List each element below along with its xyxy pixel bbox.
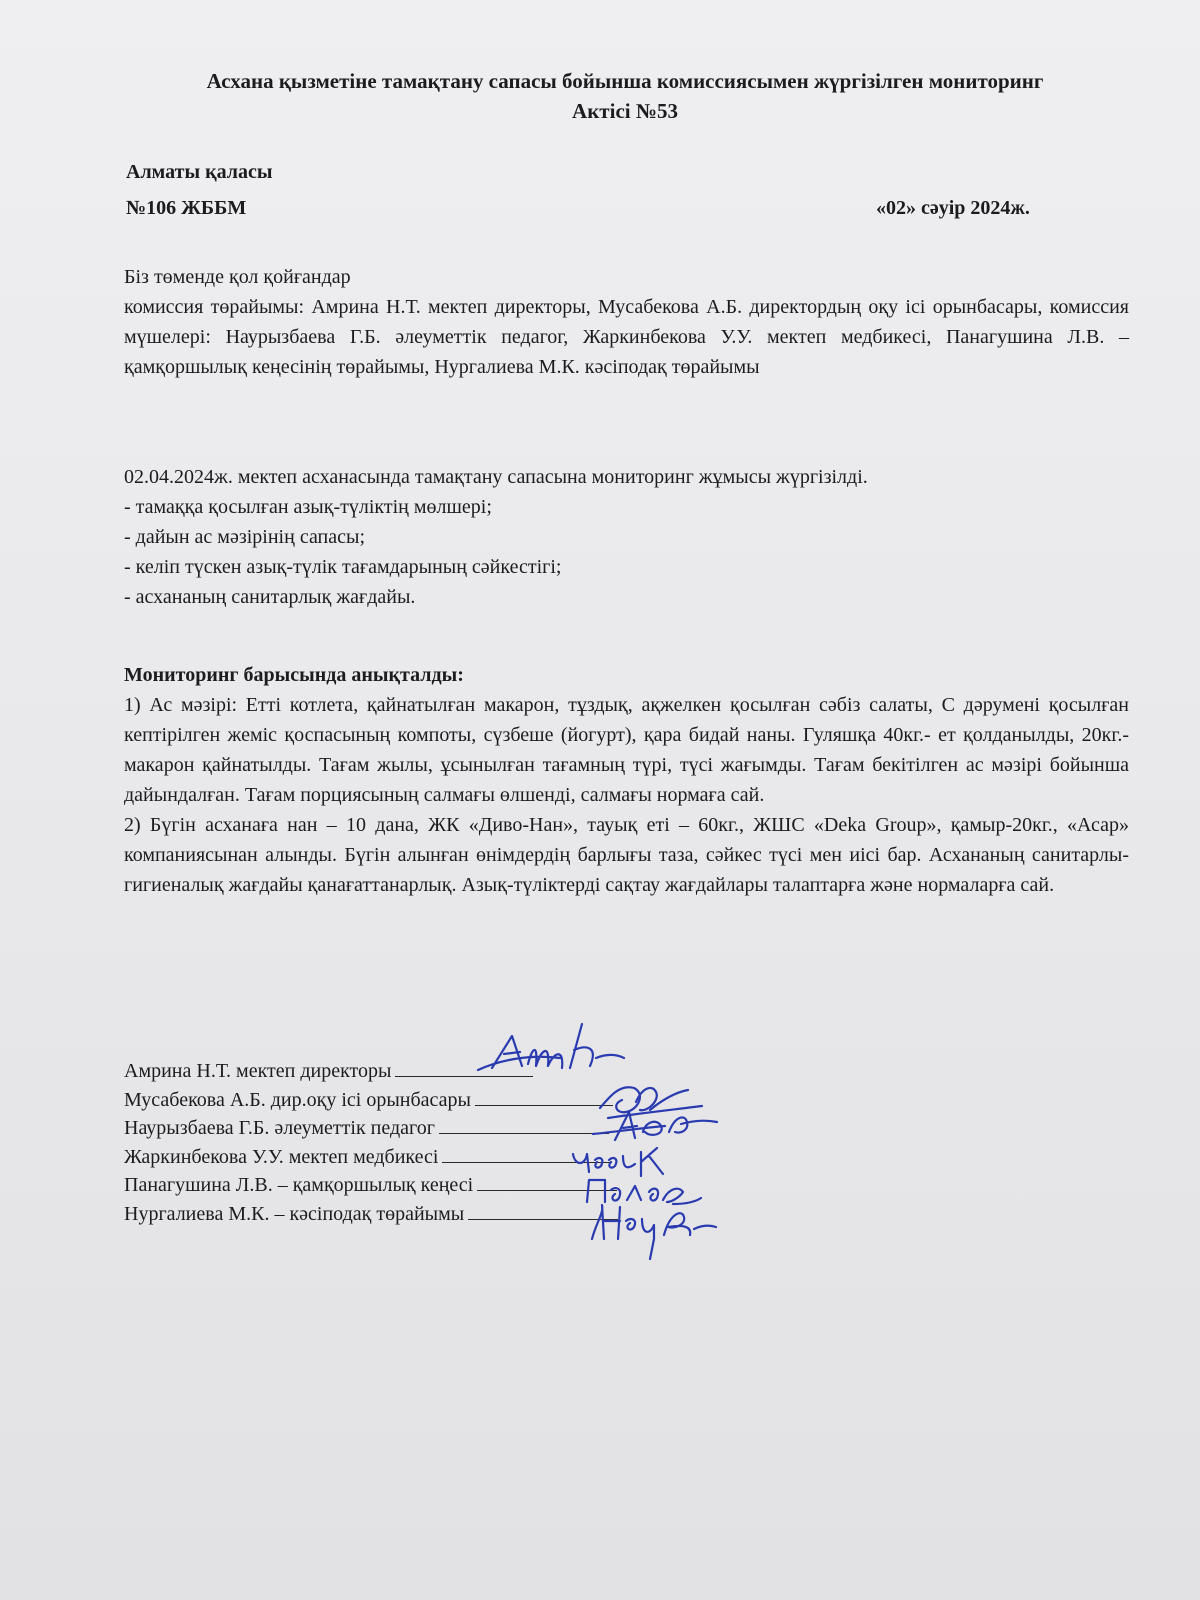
signatory-label: Наурызбаева Г.Б. әлеуметтік педагог (124, 1117, 435, 1139)
title-line-1: Асхана қызметіне тамақтану сапасы бойынша комиссиясымен жүргізілген мониторинг (206, 69, 1044, 93)
signature-row (124, 1142, 618, 1171)
signatory-label: Жаркинбекова У.У. мектеп медбикесі (124, 1145, 439, 1168)
signatory-label: Амрина Н.Т. мектеп директоры (124, 1060, 392, 1082)
school-label: №106 ЖББМ (126, 197, 247, 219)
monitoring-intro: 02.04.2024ж. мектеп асханасында тамақтану сапасына мониторинг жұмысы жүргізілді. (124, 466, 868, 488)
signatory-label: Панагушина Л.В. – қамқоршылық кеңесі (124, 1174, 474, 1196)
signature-row (124, 1170, 618, 1199)
intro-section (124, 262, 1129, 382)
signature-row (124, 1113, 618, 1142)
intro-paragraph: комиссия төрайымы: Амрина Н.Т. мектеп директоры, Мусабекова А.Б. директордың оқу ісі орынбасары, комиссия мүшелері: Наурызбаева Г.Б. әлеуметтік педагог, Жаркинбекова У.У. мектеп медбикесі, Панагушина Л.В. – қамқоршылық кеңесінің төрайымы, Нургалиева М.К. кәсіподақ төрайымы (124, 296, 1129, 378)
finding-2: 2) Бүгін асханаға нан – 10 дана, ЖК «Диво-Нан», тауық еті – 60кг., ЖШС «Deka Group», қамыр-20кг., «Асар» компаниясынан алынды. Бүгін алынған өнімдердің барлығы таза, сәйкес түсі мен иісі бар. Асхананың санитарлы-гигиеналық жағдайы қанағаттанарлық. Азық-түліктерді сақтау жағдайлары талаптарға және нормаларға сай. (124, 814, 1129, 896)
title-line-2: Актісі №53 (572, 99, 678, 123)
checklist-item: - асхананың санитарлық жағдайы. (124, 586, 416, 608)
signature-row (124, 1199, 618, 1228)
checklist-item: - келіп түскен азық-түлік тағамдарының сәйкестігі; (124, 556, 562, 578)
signature-row (124, 1085, 618, 1114)
checklist-item: - дайын ас мәзірінің сапасы; (124, 526, 366, 548)
monitoring-section (124, 462, 1129, 612)
signatory-label: Мусабекова А.Б. дир.оқу ісі орынбасары (124, 1088, 471, 1111)
document-title (100, 66, 1150, 126)
city-label: Алматы қаласы (126, 161, 273, 183)
signature-mark-union-chair (580, 1195, 720, 1265)
finding-1: 1) Ас мәзірі: Етті котлета, қайнатылған макарон, тұздық, ақжелкен қосылған сәбіз салаты, С дәрумені қосылған кептірілген жеміс қоспасының компоты, сүзбеше (йогурт), қара бидай наны. Гуляшқа 40кг.- ет қолданылды, 20кг.- макарон қайнатылды. Тағам жылы, ұсынылған тағамның түрі, түсі жағымды. Тағам бекітілген ас мәзірі бойынша дайындалған. Тағам порциясының салмағы өлшенді, салмағы нормаға сай. (124, 694, 1129, 806)
findings-heading: Мониторинг барысында анықталды: (124, 664, 464, 686)
intro-line: Біз төменде қол қойғандар (124, 266, 351, 288)
signatory-label: Нургалиева М.К. – кәсіподақ төрайымы (124, 1202, 465, 1225)
checklist-item: - тамаққа қосылған азық-түліктің мөлшері; (124, 496, 492, 518)
document-date: «02» сәуір 2024ж. (876, 197, 1030, 219)
signature-line (439, 1113, 609, 1134)
findings-section (124, 660, 1129, 900)
